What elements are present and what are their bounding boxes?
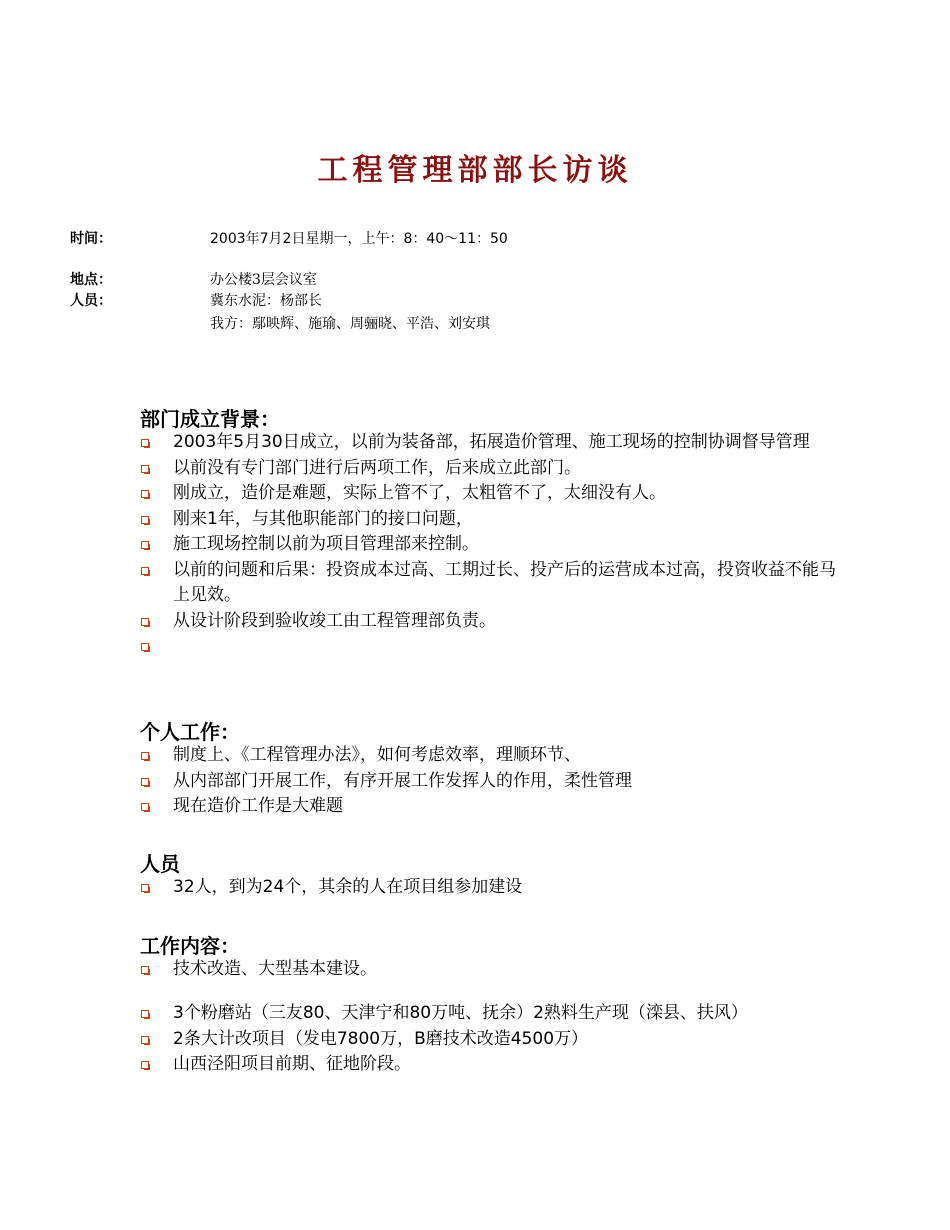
list-item-text: 从设计阶段到验收竣工由工程管理部负责。 — [173, 610, 496, 631]
list-item — [140, 532, 840, 558]
square-bullet-icon — [141, 1036, 149, 1044]
list-item-text: 3个粉磨站（三友80、天津宁和80万吨、抚余）2熟料生产现（滦县、扶风） — [173, 1003, 748, 1023]
square-bullet-icon — [141, 567, 149, 575]
square-bullet-icon — [141, 966, 149, 974]
list-item-text: 刚成立，造价是难题，实际上管不了，太粗管不了，太细没有人。 — [173, 483, 666, 503]
time-label: 时间： — [70, 231, 112, 247]
section-heading-personal: 个人工作： — [140, 720, 240, 744]
square-bullet-icon — [141, 1061, 149, 1069]
list-item-text: 32人，到为24个，其余的人在项目组参加建设 — [173, 877, 523, 897]
list-item-text: 以前没有专门部门进行后两项工作，后来成立此部门。 — [173, 457, 581, 478]
list-item — [140, 743, 840, 769]
people-value-client: 冀东水泥：杨部长 — [210, 293, 322, 309]
list-item-text: 2条大计改项目（发电7800万，B磨技术改造4500万） — [173, 1028, 589, 1049]
people-label: 人员： — [70, 293, 112, 309]
square-bullet-icon — [141, 490, 149, 498]
background-list — [140, 430, 840, 634]
square-bullet-icon — [141, 778, 149, 786]
section-heading-background: 部门成立背景： — [140, 407, 280, 431]
square-bullet-icon — [141, 643, 149, 651]
people-value-team: 我方：鄢映辉、施瑜、周骊晓、平浩、刘安琪 — [210, 316, 490, 332]
list-item — [140, 481, 840, 507]
list-item — [140, 875, 840, 901]
list-item — [140, 430, 840, 456]
square-bullet-icon — [141, 884, 149, 892]
place-label: 地点： — [70, 272, 112, 288]
square-bullet-icon — [141, 752, 149, 760]
square-bullet-icon — [141, 803, 149, 811]
square-bullet-icon — [141, 439, 149, 447]
work-list-b — [140, 1001, 840, 1078]
document-title: 工程管理部部长访谈 — [317, 153, 633, 188]
work-list-a — [140, 957, 840, 983]
square-bullet-icon — [141, 541, 149, 549]
time-value: 2003年7月2日星期一，上午：8：40～11：50 — [210, 231, 508, 247]
list-item — [140, 769, 840, 795]
list-item — [140, 794, 840, 820]
list-item — [140, 609, 840, 635]
section-heading-staff: 人员 — [140, 852, 180, 876]
list-item-text: 山西泾阳项目前期、征地阶段。 — [173, 1054, 411, 1074]
place-value: 办公楼3层会议室 — [210, 272, 317, 288]
list-item — [140, 1052, 840, 1078]
section-heading-work: 工作内容： — [140, 934, 240, 958]
square-bullet-icon — [141, 618, 149, 626]
list-item-text: 从内部部门开展工作，有序开展工作发挥人的作用，柔性管理 — [173, 770, 632, 791]
list-item-text: 技术改造、大型基本建设。 — [173, 959, 377, 979]
list-item-text: 施工现场控制以前为项目管理部来控制。 — [173, 534, 479, 554]
list-item-text: 刚来1年，与其他职能部门的接口问题， — [173, 508, 473, 529]
staff-list — [140, 875, 840, 901]
list-item — [140, 1001, 840, 1027]
list-item-text: 现在造价工作是大难题 — [173, 796, 343, 816]
square-bullet-icon — [141, 465, 149, 473]
list-item-text: 以前的问题和后果：投资成本过高、工期过长、投产后的运营成本过高，投资收益不能马上见效。 — [173, 559, 836, 605]
personal-list — [140, 743, 840, 820]
list-item-text: 2003年5月30日成立，以前为装备部，拓展造价管理、施工现场的控制协调督导管理 — [173, 432, 810, 452]
list-item — [140, 558, 840, 609]
list-item-text: 制度上、《工程管理办法》，如何考虑效率，理顺环节、 — [173, 745, 581, 765]
list-item — [140, 456, 840, 482]
list-item — [140, 957, 840, 983]
list-item — [140, 1027, 840, 1053]
list-item — [140, 507, 840, 533]
square-bullet-icon — [141, 1010, 149, 1018]
square-bullet-icon — [141, 516, 149, 524]
